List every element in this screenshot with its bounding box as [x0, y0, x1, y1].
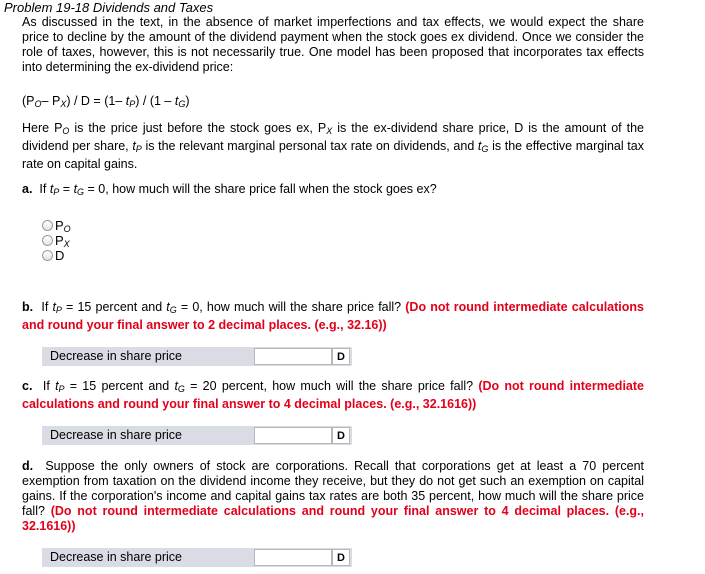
d-button-d[interactable]: D	[332, 549, 350, 566]
problem-title: Problem 19-18 Dividends and Taxes	[4, 0, 214, 15]
radio-button[interactable]	[42, 235, 53, 246]
d-button-c[interactable]: D	[332, 427, 350, 444]
answer-row-b: Decrease in share price D	[42, 347, 352, 366]
answer-row-d: Decrease in share price D	[42, 548, 352, 567]
radio-button[interactable]	[42, 250, 53, 261]
answer-input-d[interactable]	[254, 549, 332, 566]
formula: ($P_O-$ $P_X) / D = (1-$ $t_P) / (1 - t_G)$	[22, 94, 190, 109]
option-px[interactable]: $P_X$	[42, 233, 71, 248]
intro-paragraph: As discussed in the text, in the absence of market imperfections and tax effects, we would expect the share price to decline by the amount of the dividend payment when the stock goes ex dividend. Once we consider the role of taxes, however, this is not necessarily true. One model has been proposed that incorporates tax effects into determining the ex-dividend price:	[22, 15, 644, 74]
question-a-options	[42, 218, 71, 263]
question-a: a. If $t_P = t_G = 0$, how much will the share price fall when the stock goes ex?	[22, 182, 437, 197]
answer-input-c[interactable]	[254, 427, 332, 444]
answer-input-b[interactable]	[254, 348, 332, 365]
definitions-paragraph: Here $P_O$ is the price just before the stock goes ex, $P_X$ is the ex-dividend share price, D is the amount of the dividend per share, $t_P$ is the relevant marginal personal tax rate on dividends, and $t_G$ is the effective marginal tax rate on capital gains.	[22, 121, 644, 171]
option-d[interactable]: D	[42, 248, 71, 263]
d-button-b[interactable]: D	[332, 348, 350, 365]
question-c: c. If $t_P = 15$ percent and $t_G = 20$ percent, how much will the share price fall? (Do not round intermediate calculations and round your final answer to 4 decimal places. (e.g., 32.1616))	[22, 379, 644, 411]
radio-button[interactable]	[42, 220, 53, 231]
question-d: d. Suppose the only owners of stock are corporations. Recall that corporations get at least a 70 percent exemption from taxation on the dividend income they receive, but they do not get such an exemption on capital gains. If the corporation's income and capital gains tax rates are both 35 percent, how much will the share price fall? (Do not round intermediate calculations and round your final answer to 4 decimal places. (e.g., 32.1616))	[22, 459, 644, 533]
option-po[interactable]: $P_O$	[42, 218, 71, 233]
answer-row-c: Decrease in share price D	[42, 426, 352, 445]
question-b: b. If $t_P = 15$ percent and $t_G = 0$, how much will the share price fall? (Do not round intermediate calculations and round your final answer to 2 decimal places. (e.g., 32.16))	[22, 300, 644, 332]
